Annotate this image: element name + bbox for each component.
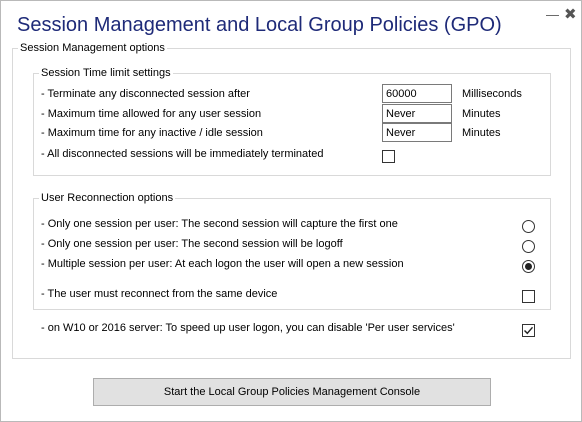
radio-selected-dot — [525, 263, 532, 270]
disconnected-timeout-label: - Terminate any disconnected session after — [41, 88, 250, 100]
reconnect-option-label: - Multiple session per user: At each logon the user will open a new session — [41, 258, 404, 270]
reconnect-multiple-radio[interactable] — [522, 260, 535, 273]
window-title: Session Management and Local Group Policies (GPO) — [17, 14, 502, 36]
same-device-checkbox[interactable] — [522, 290, 535, 303]
same-device-label: - The user must reconnect from the same device — [41, 288, 278, 300]
reconnect-capture-radio[interactable] — [522, 220, 535, 233]
reconnect-option-label: - Only one session per user: The second session will be logoff — [41, 238, 343, 250]
reconnection-legend: User Reconnection options — [41, 192, 174, 204]
per-user-services-checkbox[interactable] — [522, 324, 535, 337]
max-session-input[interactable] — [382, 104, 452, 123]
close-icon[interactable]: ✖ — [564, 6, 577, 23]
time-limit-legend: Session Time limit settings — [41, 67, 171, 79]
max-session-unit: Minutes — [462, 108, 501, 120]
disconnected-timeout-input[interactable] — [382, 84, 452, 103]
idle-session-label: - Maximum time for any inactive / idle session — [41, 127, 263, 139]
idle-session-unit: Minutes — [462, 127, 501, 139]
disconnected-timeout-unit: Milliseconds — [462, 88, 522, 100]
start-gpo-console-button[interactable]: Start the Local Group Policies Management Console — [93, 378, 491, 406]
per-user-services-label: - on W10 or 2016 server: To speed up user logon, you can disable 'Per user services' — [41, 322, 455, 334]
reconnect-logoff-radio[interactable] — [522, 240, 535, 253]
max-session-label: - Maximum time allowed for any user session — [41, 108, 262, 120]
session-management-legend: Session Management options — [20, 42, 165, 54]
minimize-icon[interactable]: — — [546, 7, 559, 22]
terminate-disconnected-checkbox[interactable] — [382, 150, 395, 163]
idle-session-input[interactable] — [382, 123, 452, 142]
reconnect-option-label: - Only one session per user: The second session will capture the first one — [41, 218, 398, 230]
terminate-disconnected-label: - All disconnected sessions will be immediately terminated — [41, 148, 324, 160]
checkmark-icon — [523, 325, 534, 336]
